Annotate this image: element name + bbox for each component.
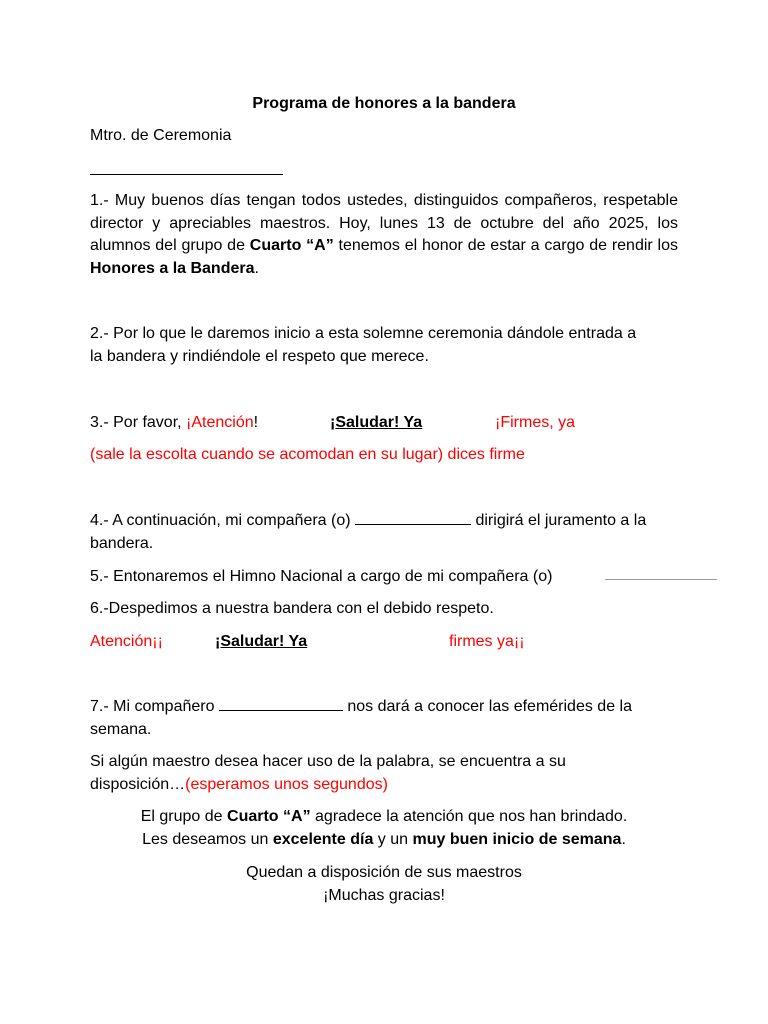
command-firmes-2: firmes ya¡¡ [449,633,525,650]
command-atencion: ¡Atención [186,414,254,431]
paragraph-5-text: 5.- Entonaremos el Himno Nacional a cargo de mi compañera (o) [90,568,553,585]
command-excl: ! [253,414,259,431]
paragraph-4-text: 4.- A continuación, mi compañera (o) [90,512,356,529]
paragraph-1-text-2: tenemos el honor de estar a cargo de rendir los [333,237,679,254]
group-name: Cuarto “A” [249,237,334,254]
paragraph-8-text: Si algún maestro desea hacer uso de la palabra, se encuentra a su disposición… [90,753,566,793]
closing-excelente: excelente día [272,831,374,848]
closing-line-3: Quedan a disposición de sus maestros [246,864,522,881]
command-line-3 [90,412,258,435]
juramento-name-blank [355,510,471,525]
closing-line-4: ¡Muchas gracias! [323,887,445,904]
closing-text-3: Les deseamos un [142,831,273,848]
paragraph-8 [90,751,640,796]
honores-label: Honores a la Bandera [90,259,255,277]
command-saludar-2: ¡Saludar! Ya [215,633,308,650]
closing-text-2: agradece la atención que nos han brindado. [310,808,628,825]
paragraph-8-note: (esperamos unos segundos) [185,775,388,793]
paragraph-3-note: (sale la escolta cuando se acomodan en su lugar) dices firme [90,446,525,463]
command-prefix: 3.- Por favor, [90,414,187,431]
closing-period: . [621,831,626,848]
efemerides-name-blank [219,696,343,711]
closing-semana: muy buen inicio de semana [412,831,622,848]
paragraph-2: 2.- Por lo que le daremos inicio a esta solemne ceremonia dándole entrada a la bandera y rindiéndole el respeto que merece. [90,325,637,365]
command-atencion-2: Atención¡¡ [90,633,163,650]
paragraph-3-commands [90,412,690,435]
paragraph-4-text-2: dirigirá el juramento a la bandera. [90,512,647,552]
document-title: Programa de honores a la bandera [252,95,516,112]
paragraph-4 [90,510,680,555]
paragraph-7 [90,696,680,741]
paragraph-7-text: 7.- Mi compañero [90,698,219,715]
closing-text-4: y un [373,831,413,848]
paragraph-1-text: 1.- Muy buenos días tengan todos ustedes, distinguidos compañeros, respetable director y apreciables maestros. Hoy, lunes 13 de octubre del año 2025, los alumnos del grupo de [90,192,678,254]
paragraph-7-text-2: nos dará a conocer las efemérides de la semana. [90,698,632,738]
paragraph-6: 6.-Despedimos a nuestra bandera con el debido respeto. [90,600,494,617]
himno-name-blank-line [605,579,717,580]
closing-group-name: Cuarto “A” [227,808,311,825]
closing-line-1 [90,806,678,829]
closing-line-2 [90,829,678,852]
mc-name-blank-line [90,174,283,175]
command-saludar: ¡Saludar! Ya [330,414,423,431]
command-firmes: ¡Firmes, ya [495,414,575,431]
closing-text: El grupo de [140,808,228,825]
paragraph-6-commands [90,631,690,654]
paragraph-5 [90,566,710,589]
mc-label: Mtro. de Ceremonia [90,127,232,144]
paragraph-1 [90,190,678,280]
paragraph-1-period: . [254,259,259,277]
